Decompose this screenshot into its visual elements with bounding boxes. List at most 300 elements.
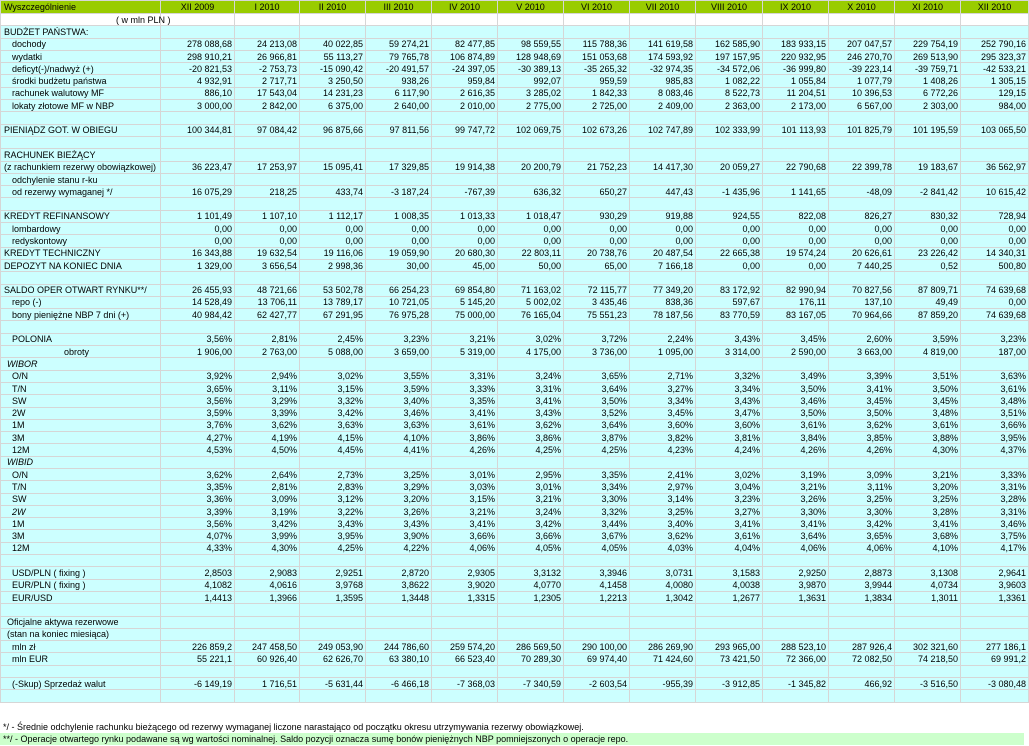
row-label-cell[interactable]: 2W xyxy=(1,505,161,517)
row-label-cell[interactable] xyxy=(1,136,161,148)
value-cell[interactable] xyxy=(630,616,696,628)
value-cell[interactable]: 78 187,56 xyxy=(630,309,696,321)
value-cell[interactable]: -2 753,73 xyxy=(235,63,300,75)
value-cell[interactable]: 11 204,51 xyxy=(763,87,829,99)
value-cell[interactable] xyxy=(829,555,895,567)
value-cell[interactable]: 2 998,36 xyxy=(300,259,366,271)
value-cell[interactable]: 96 875,66 xyxy=(300,124,366,136)
value-cell[interactable] xyxy=(300,555,366,567)
value-cell[interactable]: -2 841,42 xyxy=(895,186,961,198)
value-cell[interactable]: 1 329,00 xyxy=(161,259,235,271)
row-label-cell[interactable]: bony pieniężne NBP 7 dni (+) xyxy=(1,309,161,321)
value-cell[interactable] xyxy=(961,149,1029,161)
value-cell[interactable]: 3,21% xyxy=(498,493,564,505)
value-cell[interactable] xyxy=(366,149,432,161)
value-cell[interactable]: 102 747,89 xyxy=(630,124,696,136)
value-cell[interactable] xyxy=(366,555,432,567)
row-label-cell[interactable]: redyskontowy xyxy=(1,235,161,247)
value-cell[interactable] xyxy=(432,616,498,628)
value-cell[interactable]: 76 165,04 xyxy=(498,309,564,321)
value-cell[interactable] xyxy=(366,198,432,210)
value-cell[interactable]: 3,35% xyxy=(564,468,630,480)
value-cell[interactable] xyxy=(366,14,432,26)
value-cell[interactable]: 3,66% xyxy=(961,419,1029,431)
value-cell[interactable]: 3,56% xyxy=(161,395,235,407)
value-cell[interactable] xyxy=(630,604,696,616)
value-cell[interactable]: 70 289,30 xyxy=(498,653,564,665)
value-cell[interactable]: 1 716,51 xyxy=(235,678,300,690)
value-cell[interactable] xyxy=(961,690,1029,702)
value-cell[interactable]: 277 186,1 xyxy=(961,641,1029,653)
value-cell[interactable]: -48,09 xyxy=(829,186,895,198)
value-cell[interactable]: 3,29% xyxy=(235,395,300,407)
value-cell[interactable]: 24 213,08 xyxy=(235,38,300,50)
value-cell[interactable]: 26 455,93 xyxy=(161,284,235,296)
value-cell[interactable]: 3,95% xyxy=(300,530,366,542)
value-cell[interactable] xyxy=(961,26,1029,38)
value-cell[interactable] xyxy=(161,136,235,148)
value-cell[interactable]: 75 000,00 xyxy=(432,309,498,321)
row-label-cell[interactable]: środki budżetu państwa xyxy=(1,75,161,87)
value-cell[interactable]: 30,00 xyxy=(366,259,432,271)
value-cell[interactable]: 3,62% xyxy=(829,419,895,431)
value-cell[interactable]: 10 396,53 xyxy=(829,87,895,99)
value-cell[interactable]: 2,8720 xyxy=(366,567,432,579)
value-cell[interactable]: -1 435,96 xyxy=(696,186,763,198)
value-cell[interactable]: 183 933,15 xyxy=(763,38,829,50)
value-cell[interactable] xyxy=(564,198,630,210)
value-cell[interactable]: 3,02% xyxy=(696,468,763,480)
value-cell[interactable]: 0,00 xyxy=(432,235,498,247)
row-label-cell[interactable]: od rezerwy wymaganej */ xyxy=(1,186,161,198)
value-cell[interactable]: 0,00 xyxy=(763,223,829,235)
row-label-cell[interactable]: SALDO OPER OTWART RYNKU**/ xyxy=(1,284,161,296)
value-cell[interactable]: 830,32 xyxy=(895,210,961,222)
value-cell[interactable] xyxy=(498,604,564,616)
value-cell[interactable] xyxy=(895,198,961,210)
value-cell[interactable]: 3,41% xyxy=(696,518,763,530)
value-cell[interactable]: 295 323,37 xyxy=(961,50,1029,62)
value-cell[interactable] xyxy=(895,272,961,284)
value-cell[interactable]: 3,43% xyxy=(696,333,763,345)
value-cell[interactable] xyxy=(300,149,366,161)
value-cell[interactable] xyxy=(763,456,829,468)
value-cell[interactable] xyxy=(498,272,564,284)
value-cell[interactable] xyxy=(961,136,1029,148)
value-cell[interactable]: 3,99% xyxy=(235,530,300,542)
value-cell[interactable] xyxy=(696,321,763,333)
value-cell[interactable] xyxy=(763,555,829,567)
row-label-cell[interactable]: 2W xyxy=(1,407,161,419)
value-cell[interactable]: 822,08 xyxy=(763,210,829,222)
row-label-cell[interactable]: mln EUR xyxy=(1,653,161,665)
row-label-cell[interactable]: O/N xyxy=(1,468,161,480)
value-cell[interactable]: 3,41% xyxy=(829,382,895,394)
value-cell[interactable]: 0,00 xyxy=(763,259,829,271)
value-cell[interactable]: 938,26 xyxy=(366,75,432,87)
value-cell[interactable] xyxy=(564,112,630,124)
row-label-cell[interactable]: obroty xyxy=(1,346,161,358)
header-cell-month[interactable]: VII 2010 xyxy=(630,1,696,14)
value-cell[interactable] xyxy=(696,198,763,210)
value-cell[interactable]: 4,05% xyxy=(564,542,630,554)
value-cell[interactable]: 2 363,00 xyxy=(696,100,763,112)
value-cell[interactable] xyxy=(696,14,763,26)
value-cell[interactable] xyxy=(696,112,763,124)
value-cell[interactable]: 3,28% xyxy=(961,493,1029,505)
value-cell[interactable] xyxy=(763,149,829,161)
value-cell[interactable]: 3,19% xyxy=(235,505,300,517)
value-cell[interactable]: 3,1583 xyxy=(696,567,763,579)
value-cell[interactable] xyxy=(564,14,630,26)
value-cell[interactable]: 3,30% xyxy=(564,493,630,505)
value-cell[interactable] xyxy=(696,456,763,468)
value-cell[interactable]: 3,63% xyxy=(300,419,366,431)
value-cell[interactable]: 3,31% xyxy=(961,505,1029,517)
value-cell[interactable] xyxy=(763,112,829,124)
value-cell[interactable]: 3,30% xyxy=(763,505,829,517)
value-cell[interactable]: 1 018,47 xyxy=(498,210,564,222)
value-cell[interactable] xyxy=(235,616,300,628)
value-cell[interactable]: 1,3966 xyxy=(235,591,300,603)
value-cell[interactable]: 72 082,50 xyxy=(829,653,895,665)
value-cell[interactable]: 3,41% xyxy=(498,395,564,407)
value-cell[interactable]: 1,2677 xyxy=(696,591,763,603)
value-cell[interactable] xyxy=(696,136,763,148)
value-cell[interactable]: 3,45% xyxy=(763,333,829,345)
value-cell[interactable]: 3,14% xyxy=(630,493,696,505)
value-cell[interactable]: 3,32% xyxy=(696,370,763,382)
value-cell[interactable]: 3,23% xyxy=(961,333,1029,345)
value-cell[interactable]: 69 991,2 xyxy=(961,653,1029,665)
row-label-cell[interactable]: mln zł xyxy=(1,641,161,653)
value-cell[interactable]: 3,82% xyxy=(630,432,696,444)
value-cell[interactable]: -30 389,13 xyxy=(498,63,564,75)
value-cell[interactable] xyxy=(366,112,432,124)
value-cell[interactable]: 3,76% xyxy=(161,419,235,431)
value-cell[interactable] xyxy=(432,358,498,370)
value-cell[interactable] xyxy=(961,555,1029,567)
value-cell[interactable]: 3,51% xyxy=(895,370,961,382)
value-cell[interactable] xyxy=(829,665,895,677)
value-cell[interactable]: 3,39% xyxy=(161,505,235,517)
value-cell[interactable]: 55 221,1 xyxy=(161,653,235,665)
value-cell[interactable] xyxy=(498,665,564,677)
value-cell[interactable]: 3,62% xyxy=(630,530,696,542)
value-cell[interactable]: 3,48% xyxy=(895,407,961,419)
value-cell[interactable]: 7 166,18 xyxy=(630,259,696,271)
value-cell[interactable]: 3,39% xyxy=(235,407,300,419)
row-label-cell[interactable]: dochody xyxy=(1,38,161,50)
value-cell[interactable] xyxy=(564,555,630,567)
value-cell[interactable]: -767,39 xyxy=(432,186,498,198)
value-cell[interactable] xyxy=(564,690,630,702)
value-cell[interactable]: 3,66% xyxy=(432,530,498,542)
header-cell-month[interactable]: X 2010 xyxy=(829,1,895,14)
value-cell[interactable]: 0,00 xyxy=(366,223,432,235)
value-cell[interactable]: 197 157,95 xyxy=(696,50,763,62)
value-cell[interactable]: 3,21% xyxy=(432,333,498,345)
value-cell[interactable] xyxy=(961,456,1029,468)
value-cell[interactable]: -20 821,53 xyxy=(161,63,235,75)
value-cell[interactable]: 984,00 xyxy=(961,100,1029,112)
value-cell[interactable]: 4,45% xyxy=(300,444,366,456)
value-cell[interactable] xyxy=(432,14,498,26)
value-cell[interactable]: 72 366,00 xyxy=(763,653,829,665)
value-cell[interactable]: 8 083,46 xyxy=(630,87,696,99)
value-cell[interactable]: 1,3315 xyxy=(432,591,498,603)
value-cell[interactable] xyxy=(300,616,366,628)
value-cell[interactable]: 959,84 xyxy=(432,75,498,87)
value-cell[interactable]: 3,02% xyxy=(300,370,366,382)
value-cell[interactable]: 2 010,00 xyxy=(432,100,498,112)
value-cell[interactable] xyxy=(961,14,1029,26)
value-cell[interactable] xyxy=(630,456,696,468)
value-cell[interactable]: -39 223,14 xyxy=(829,63,895,75)
value-cell[interactable]: 0,00 xyxy=(498,235,564,247)
value-cell[interactable]: 1 082,22 xyxy=(696,75,763,87)
value-cell[interactable]: 1 112,17 xyxy=(300,210,366,222)
row-label-cell[interactable]: 3M xyxy=(1,432,161,444)
value-cell[interactable]: 2,8503 xyxy=(161,567,235,579)
value-cell[interactable]: 128 948,69 xyxy=(498,50,564,62)
value-cell[interactable]: 1 077,79 xyxy=(829,75,895,87)
value-cell[interactable]: 6 117,90 xyxy=(366,87,432,99)
value-cell[interactable]: 3,24% xyxy=(498,370,564,382)
value-cell[interactable] xyxy=(498,149,564,161)
value-cell[interactable]: 1,3448 xyxy=(366,591,432,603)
value-cell[interactable]: 20 680,30 xyxy=(432,247,498,259)
value-cell[interactable]: 229 754,19 xyxy=(895,38,961,50)
value-cell[interactable] xyxy=(564,149,630,161)
value-cell[interactable]: 87 859,20 xyxy=(895,309,961,321)
value-cell[interactable]: 992,07 xyxy=(498,75,564,87)
value-cell[interactable] xyxy=(961,272,1029,284)
row-label-cell[interactable] xyxy=(1,665,161,677)
value-cell[interactable]: 13 789,17 xyxy=(300,296,366,308)
header-cell-month[interactable]: IX 2010 xyxy=(763,1,829,14)
value-cell[interactable]: 3,34% xyxy=(630,395,696,407)
value-cell[interactable]: 0,00 xyxy=(961,223,1029,235)
value-cell[interactable]: 3,45% xyxy=(829,395,895,407)
value-cell[interactable]: 26 966,81 xyxy=(235,50,300,62)
value-cell[interactable]: 55 113,27 xyxy=(300,50,366,62)
value-cell[interactable]: 3,35% xyxy=(161,481,235,493)
value-cell[interactable]: 100 344,81 xyxy=(161,124,235,136)
value-cell[interactable]: 3,19% xyxy=(763,468,829,480)
value-cell[interactable]: 4,06% xyxy=(829,542,895,554)
value-cell[interactable]: 3 314,00 xyxy=(696,346,763,358)
value-cell[interactable] xyxy=(564,456,630,468)
value-cell[interactable]: 50,00 xyxy=(498,259,564,271)
value-cell[interactable]: 3,49% xyxy=(763,370,829,382)
value-cell[interactable]: 0,52 xyxy=(895,259,961,271)
value-cell[interactable] xyxy=(498,173,564,185)
value-cell[interactable] xyxy=(895,112,961,124)
value-cell[interactable]: 4,0770 xyxy=(498,579,564,591)
value-cell[interactable] xyxy=(763,604,829,616)
value-cell[interactable]: 87 809,71 xyxy=(895,284,961,296)
value-cell[interactable]: 3,62% xyxy=(235,419,300,431)
value-cell[interactable] xyxy=(829,616,895,628)
value-cell[interactable]: 288 523,10 xyxy=(763,641,829,653)
value-cell[interactable] xyxy=(564,136,630,148)
value-cell[interactable]: 2,60% xyxy=(829,333,895,345)
value-cell[interactable]: 3,84% xyxy=(763,432,829,444)
value-cell[interactable]: 0,00 xyxy=(564,223,630,235)
value-cell[interactable]: 3 663,00 xyxy=(829,346,895,358)
value-cell[interactable] xyxy=(829,26,895,38)
row-label-cell[interactable]: lokaty złotowe MF w NBP xyxy=(1,100,161,112)
value-cell[interactable] xyxy=(432,26,498,38)
value-cell[interactable] xyxy=(961,358,1029,370)
value-cell[interactable] xyxy=(630,149,696,161)
value-cell[interactable] xyxy=(366,173,432,185)
value-cell[interactable]: 3,86% xyxy=(498,432,564,444)
value-cell[interactable] xyxy=(829,358,895,370)
value-cell[interactable]: -34 572,06 xyxy=(696,63,763,75)
value-cell[interactable]: 3,44% xyxy=(564,518,630,530)
value-cell[interactable]: 3,01% xyxy=(432,468,498,480)
value-cell[interactable]: 1,3631 xyxy=(763,591,829,603)
value-cell[interactable] xyxy=(763,14,829,26)
value-cell[interactable]: 0,00 xyxy=(696,235,763,247)
value-cell[interactable]: 500,80 xyxy=(961,259,1029,271)
value-cell[interactable]: 1 842,33 xyxy=(564,87,630,99)
row-label-cell[interactable]: repo (-) xyxy=(1,296,161,308)
value-cell[interactable]: 3,31% xyxy=(961,481,1029,493)
value-cell[interactable]: 3,25% xyxy=(829,493,895,505)
value-cell[interactable] xyxy=(498,112,564,124)
row-label-cell[interactable]: T/N xyxy=(1,481,161,493)
row-label-cell[interactable]: WIBOR xyxy=(1,358,161,370)
row-label-cell[interactable]: deficyt(-)/nadwyż (+) xyxy=(1,63,161,75)
value-cell[interactable] xyxy=(696,628,763,640)
value-cell[interactable] xyxy=(161,198,235,210)
value-cell[interactable] xyxy=(829,149,895,161)
value-cell[interactable]: 71 163,02 xyxy=(498,284,564,296)
value-cell[interactable]: 2 775,00 xyxy=(498,100,564,112)
value-cell[interactable]: 4,25% xyxy=(300,542,366,554)
row-label-cell[interactable] xyxy=(1,272,161,284)
value-cell[interactable]: 3,61% xyxy=(961,382,1029,394)
value-cell[interactable]: 19 632,54 xyxy=(235,247,300,259)
value-cell[interactable] xyxy=(630,173,696,185)
row-label-cell[interactable]: O/N xyxy=(1,370,161,382)
value-cell[interactable]: 3,32% xyxy=(564,505,630,517)
value-cell[interactable]: 3,72% xyxy=(564,333,630,345)
value-cell[interactable]: 4,19% xyxy=(235,432,300,444)
row-label-cell[interactable]: 1M xyxy=(1,518,161,530)
value-cell[interactable]: 3,86% xyxy=(432,432,498,444)
value-cell[interactable] xyxy=(564,358,630,370)
value-cell[interactable]: 636,32 xyxy=(498,186,564,198)
value-cell[interactable]: 3,52% xyxy=(564,407,630,419)
value-cell[interactable]: 63 380,10 xyxy=(366,653,432,665)
value-cell[interactable]: 3,8622 xyxy=(366,579,432,591)
value-cell[interactable]: 2,8873 xyxy=(829,567,895,579)
value-cell[interactable]: 4,41% xyxy=(366,444,432,456)
value-cell[interactable]: 3,88% xyxy=(895,432,961,444)
value-cell[interactable] xyxy=(763,198,829,210)
value-cell[interactable]: 3,75% xyxy=(961,530,1029,542)
value-cell[interactable]: 129,15 xyxy=(961,87,1029,99)
value-cell[interactable]: 3,85% xyxy=(829,432,895,444)
value-cell[interactable] xyxy=(895,173,961,185)
value-cell[interactable] xyxy=(366,456,432,468)
value-cell[interactable] xyxy=(829,456,895,468)
value-cell[interactable]: 3,50% xyxy=(829,407,895,419)
value-cell[interactable]: 3,25% xyxy=(895,493,961,505)
value-cell[interactable]: 2,9305 xyxy=(432,567,498,579)
value-cell[interactable]: 0,00 xyxy=(235,223,300,235)
value-cell[interactable] xyxy=(829,272,895,284)
value-cell[interactable] xyxy=(696,604,763,616)
row-label-cell[interactable]: PIENIĄDZ GOT. W OBIEGU xyxy=(1,124,161,136)
value-cell[interactable] xyxy=(498,616,564,628)
value-cell[interactable]: 287 926,4 xyxy=(829,641,895,653)
value-cell[interactable]: 4,30% xyxy=(895,444,961,456)
value-cell[interactable] xyxy=(895,321,961,333)
value-cell[interactable]: 17 253,97 xyxy=(235,161,300,173)
value-cell[interactable] xyxy=(630,690,696,702)
value-cell[interactable] xyxy=(564,604,630,616)
row-label-cell[interactable]: ( w mln PLN ) xyxy=(1,14,161,26)
value-cell[interactable] xyxy=(895,149,961,161)
value-cell[interactable] xyxy=(498,321,564,333)
header-cell-month[interactable]: IV 2010 xyxy=(432,1,498,14)
header-cell-month[interactable]: VI 2010 xyxy=(564,1,630,14)
value-cell[interactable]: 151 053,68 xyxy=(564,50,630,62)
value-cell[interactable] xyxy=(235,690,300,702)
value-cell[interactable] xyxy=(763,628,829,640)
value-cell[interactable]: 3,43% xyxy=(366,518,432,530)
value-cell[interactable]: 3,41% xyxy=(432,518,498,530)
value-cell[interactable]: 5 088,00 xyxy=(300,346,366,358)
value-cell[interactable]: 10 721,05 xyxy=(366,296,432,308)
value-cell[interactable] xyxy=(366,358,432,370)
value-cell[interactable]: 3,02% xyxy=(498,333,564,345)
value-cell[interactable] xyxy=(961,198,1029,210)
value-cell[interactable] xyxy=(630,555,696,567)
row-label-cell[interactable]: rachunek walutowy MF xyxy=(1,87,161,99)
value-cell[interactable]: 102 333,99 xyxy=(696,124,763,136)
value-cell[interactable] xyxy=(961,665,1029,677)
value-cell[interactable] xyxy=(895,136,961,148)
value-cell[interactable]: 137,10 xyxy=(829,296,895,308)
value-cell[interactable]: 14 417,30 xyxy=(630,161,696,173)
value-cell[interactable] xyxy=(366,26,432,38)
row-label-cell[interactable]: (-Skup) Sprzedaż walut xyxy=(1,678,161,690)
value-cell[interactable] xyxy=(829,321,895,333)
row-label-cell[interactable]: POLONIA xyxy=(1,333,161,345)
value-cell[interactable]: 3,65% xyxy=(161,382,235,394)
value-cell[interactable]: 2 303,00 xyxy=(895,100,961,112)
value-cell[interactable] xyxy=(432,198,498,210)
value-cell[interactable]: 3,42% xyxy=(300,407,366,419)
value-cell[interactable]: 4,53% xyxy=(161,444,235,456)
value-cell[interactable]: 4,06% xyxy=(432,542,498,554)
value-cell[interactable]: 3,11% xyxy=(235,382,300,394)
value-cell[interactable]: 2,95% xyxy=(498,468,564,480)
value-cell[interactable] xyxy=(366,136,432,148)
value-cell[interactable]: -5 631,44 xyxy=(300,678,366,690)
value-cell[interactable]: 3,41% xyxy=(895,518,961,530)
value-cell[interactable] xyxy=(630,26,696,38)
value-cell[interactable]: 2 725,00 xyxy=(564,100,630,112)
value-cell[interactable]: 17 543,04 xyxy=(235,87,300,99)
value-cell[interactable]: 3,21% xyxy=(895,468,961,480)
